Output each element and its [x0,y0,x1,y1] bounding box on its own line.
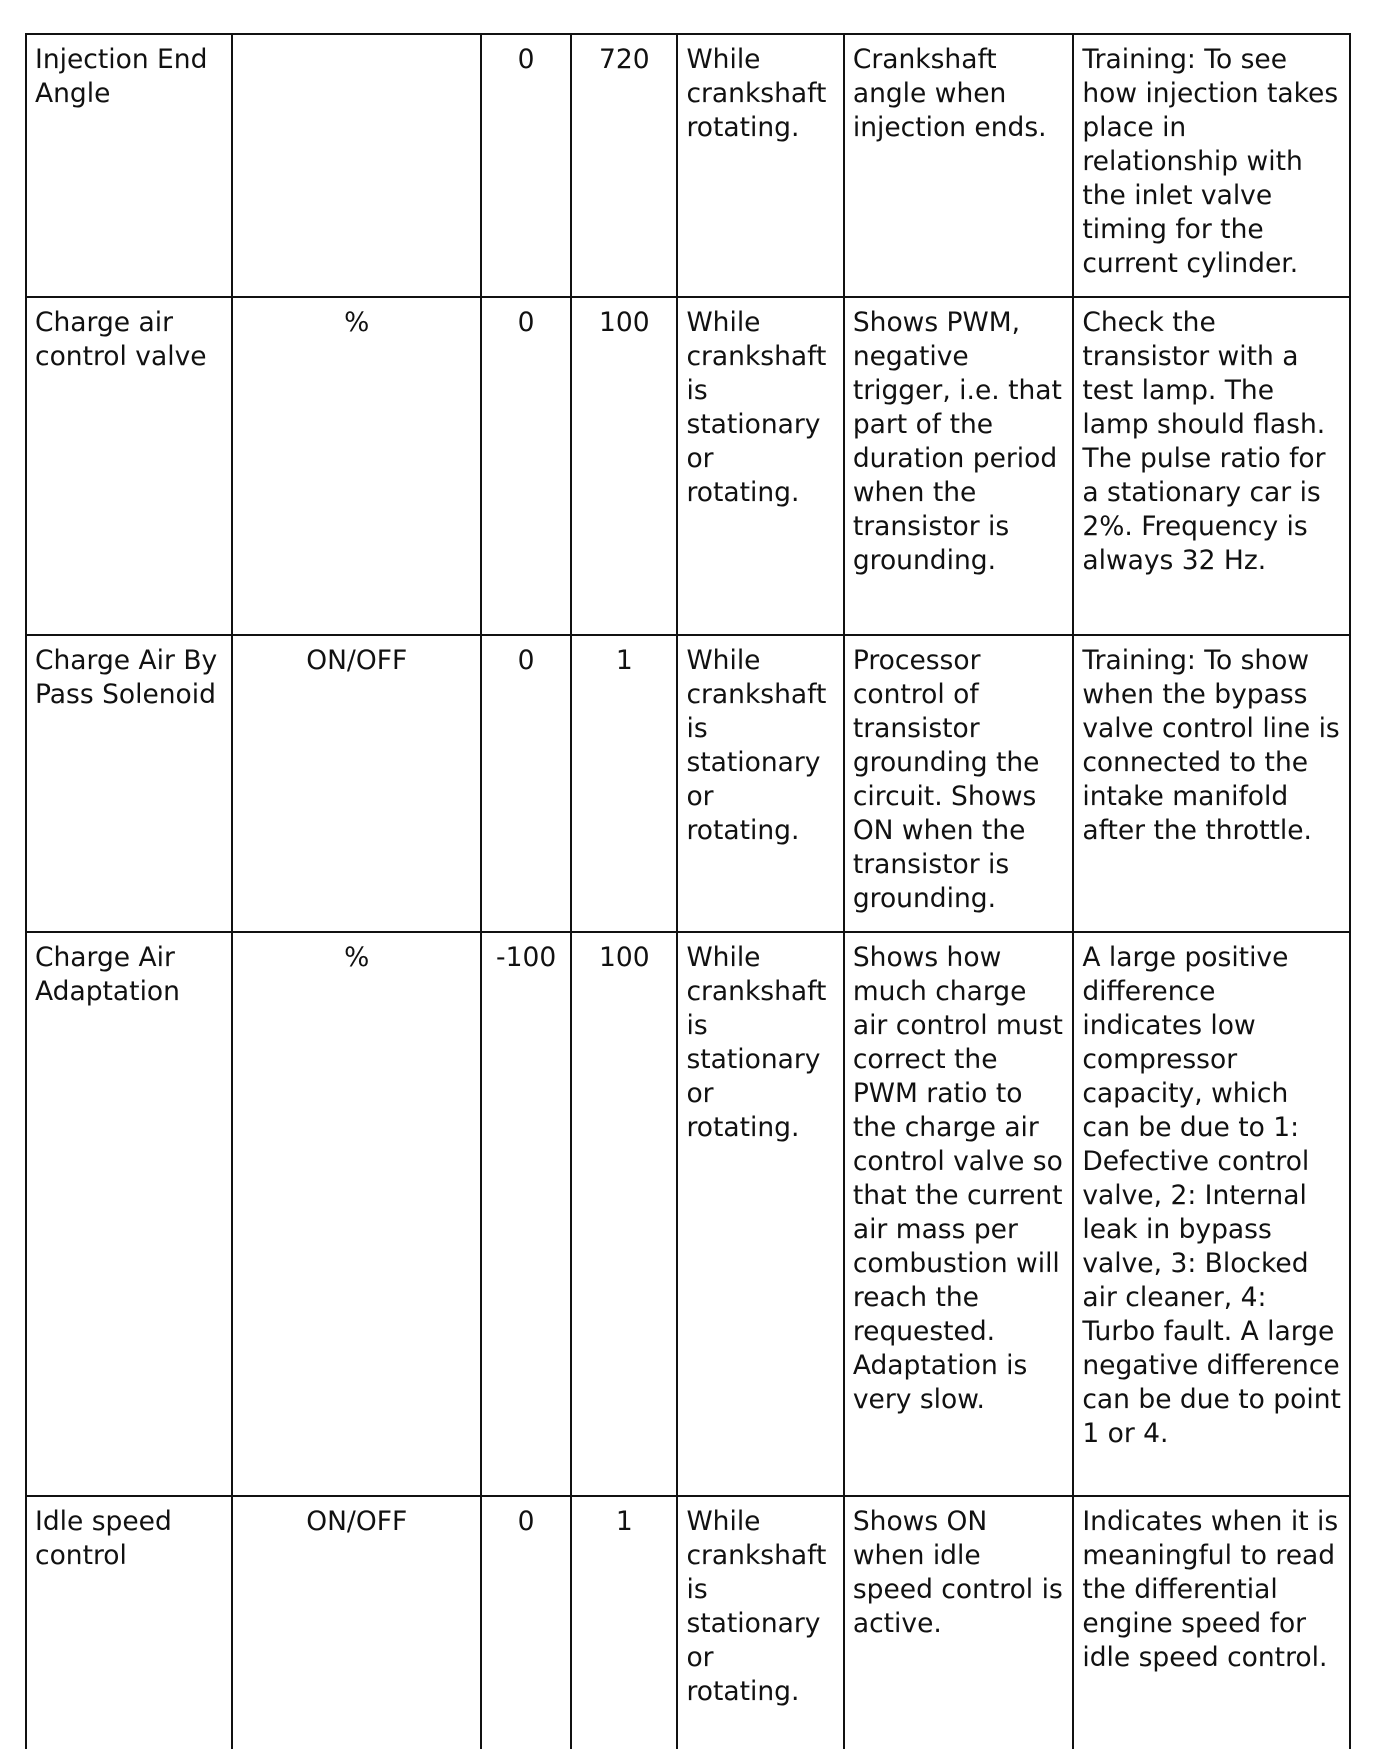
parameter-unit [232,34,481,297]
parameter-condition: While crankshaft is stationary or rotating. [677,635,843,932]
parameter-condition: While crankshaft rotating. [677,34,843,297]
parameter-condition: While crankshaft is stationary or rotating. [677,1496,843,1749]
parameter-unit: ON/OFF [232,1496,481,1749]
parameter-table [25,33,1351,1749]
table-row [26,635,1350,932]
parameter-condition: While crankshaft is stationary or rotating. [677,932,843,1496]
parameter-min: -100 [481,932,571,1496]
parameter-description: Shows PWM, negative trigger, i.e. that part of the duration period when the transistor is grounding. [844,297,1074,635]
parameter-name: Charge air control valve [26,297,232,635]
parameter-usage: Check the transistor with a test lamp. The lamp should flash. The pulse ratio for a stationary car is 2%. Frequency is always 32 Hz. [1073,297,1350,635]
parameter-name: Injection End Angle [26,34,232,297]
table-row [26,34,1350,297]
parameter-description: Processor control of transistor grounding the circuit. Shows ON when the transistor is grounding. [844,635,1074,932]
parameter-max: 100 [571,932,677,1496]
parameter-max: 100 [571,297,677,635]
table-row [26,1496,1350,1749]
parameter-name: Charge Air Adaptation [26,932,232,1496]
parameter-unit: % [232,932,481,1496]
parameter-condition: While crankshaft is stationary or rotating. [677,297,843,635]
parameter-min: 0 [481,297,571,635]
parameter-description: Shows how much charge air control must correct the PWM ratio to the charge air control valve so that the current air mass per combustion will reach the requested. Adaptation is very slow. [844,932,1074,1496]
parameter-usage: A large positive difference indicates low compressor capacity, which can be due to 1: Defective control valve, 2: Internal leak in bypass valve, 3: Blocked air cleaner, 4: Turbo fault. A large negative difference can be due to point 1 or 4. [1073,932,1350,1496]
table-row [26,297,1350,635]
parameter-max: 720 [571,34,677,297]
parameter-max: 1 [571,635,677,932]
parameter-name: Charge Air By Pass Solenoid [26,635,232,932]
parameter-usage: Training: To show when the bypass valve control line is connected to the intake manifold after the throttle. [1073,635,1350,932]
parameter-usage: Indicates when it is meaningful to read the differential engine speed for idle speed control. [1073,1496,1350,1749]
parameter-name: Idle speed control [26,1496,232,1749]
parameter-max: 1 [571,1496,677,1749]
table-row [26,932,1350,1496]
parameter-description: Crankshaft angle when injection ends. [844,34,1074,297]
parameter-unit: ON/OFF [232,635,481,932]
parameter-unit: % [232,297,481,635]
parameter-min: 0 [481,635,571,932]
parameter-description: Shows ON when idle speed control is active. [844,1496,1074,1749]
parameter-min: 0 [481,34,571,297]
parameter-usage: Training: To see how injection takes place in relationship with the inlet valve timing for the current cylinder. [1073,34,1350,297]
parameter-min: 0 [481,1496,571,1749]
